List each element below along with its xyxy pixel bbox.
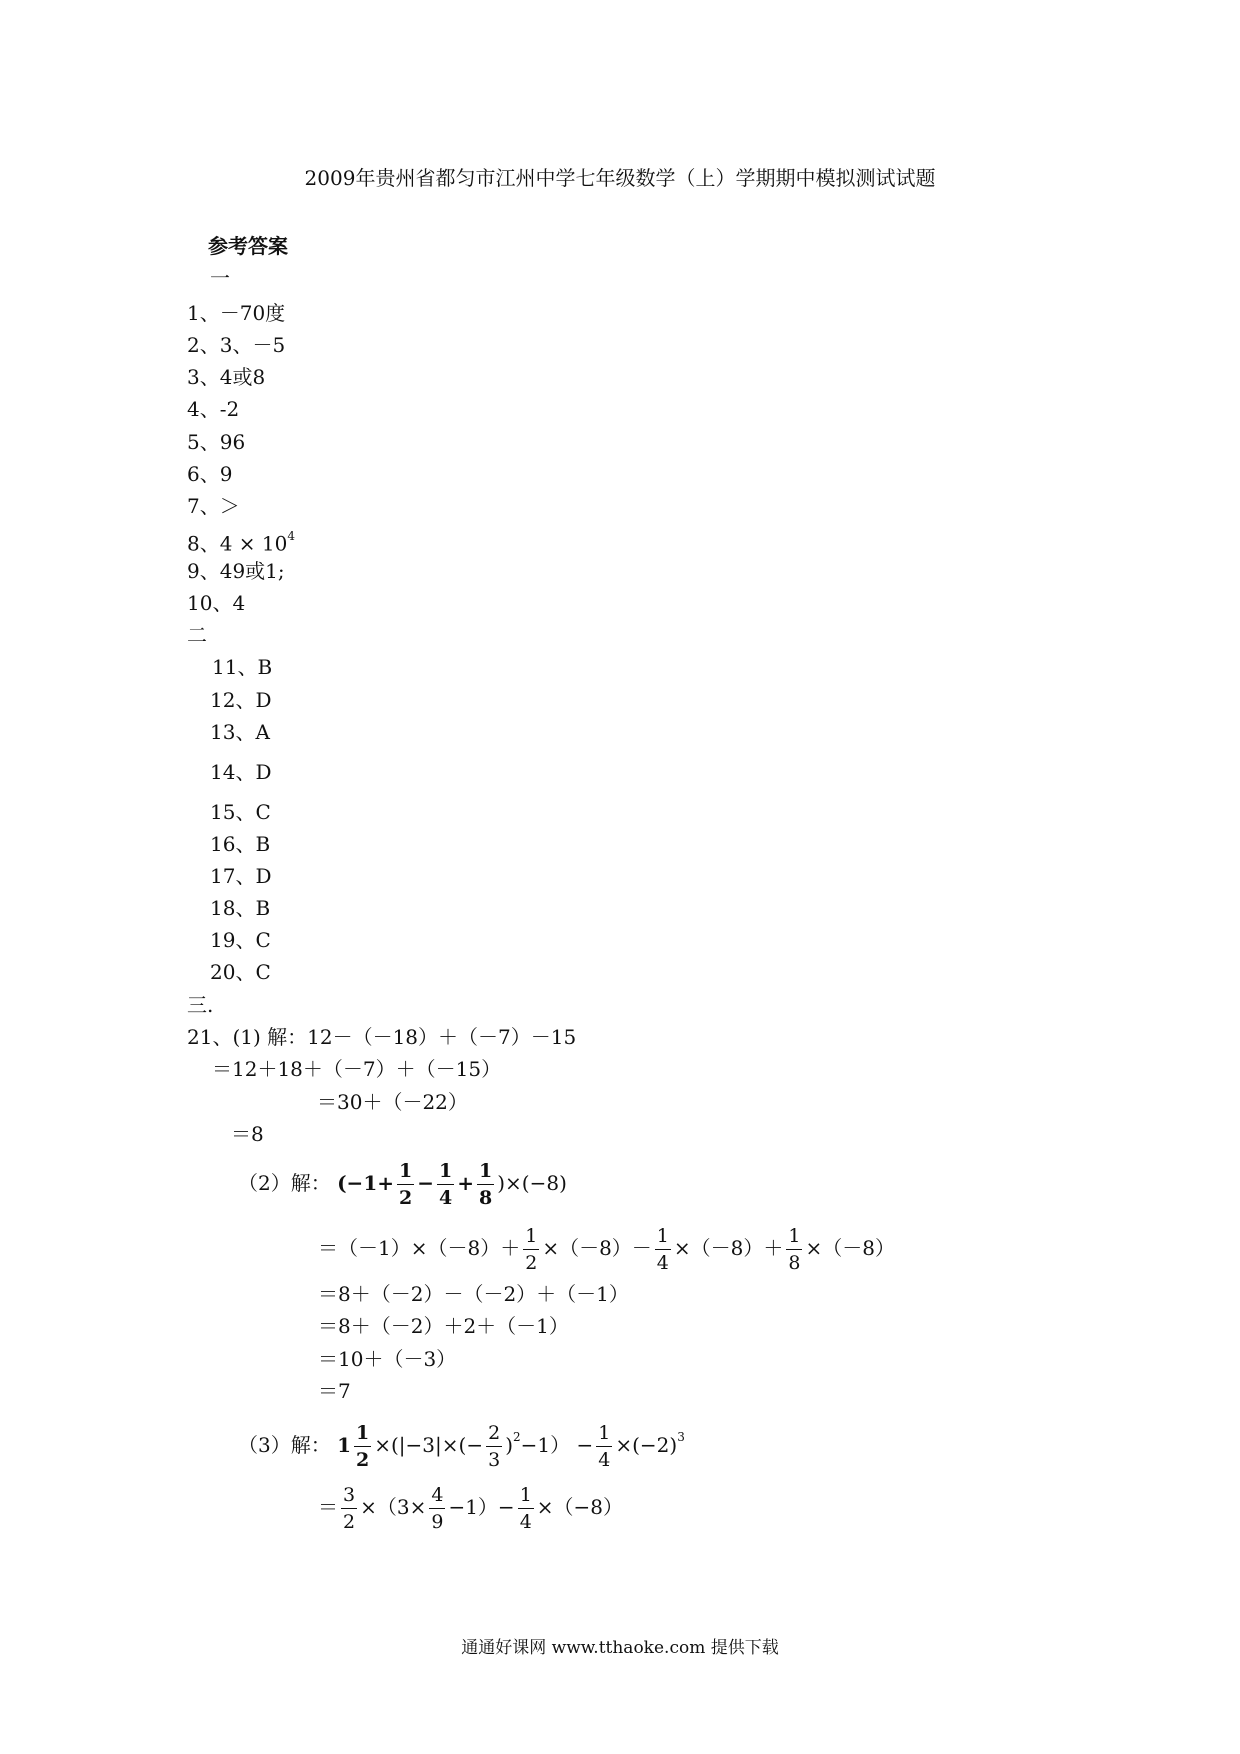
q21-2-step: ＝7 [318,1379,351,1403]
answer-item: 2、3、－5 [187,333,286,357]
q21-2-label: （2）解： [238,1171,331,1195]
answer-item: 14、D [210,760,272,784]
answer-item: 1、－70度 [187,301,286,325]
fraction-one-half: $\frac{1}{2}$ [525,1225,538,1274]
fraction-one-half: $\frac{1}{2}$ [399,1160,413,1209]
section1-label: 一 [210,266,230,290]
fraction-one-quarter: $\frac{1}{4}$ [439,1160,453,1209]
section3-label: 三. [187,993,214,1017]
answer-item-8-text: 8、4 × 10 [187,531,288,556]
fraction-one-eighth: $\frac{1}{8}$ [788,1225,801,1274]
q21-3-problem: （3）解： 1 $\frac{1}{2}$ ×(|−3|×(− $\frac{2}{3}$ )$^2$−1） − $\frac{1}{4}$ $\times(-2)^3$ [238,1422,685,1471]
answer-item: 9、49或1; [187,559,285,583]
q21-2-step: ＝10＋（－3） [318,1347,457,1371]
answer-item: 4、-2 [187,397,240,421]
answer-item: 17、D [210,864,272,888]
answer-item: 5、96 [187,430,246,454]
answer-item: 6、9 [187,462,233,486]
answer-item: 18、B [210,896,271,920]
q21-2-step: ＝8＋（－2）－（－2）＋（－1） [318,1282,629,1306]
page-title: 2009年贵州省都匀市江州中学七年级数学（上）学期期中模拟测试试题 [304,166,936,190]
q21-2-expr-open: (−1+ [337,1171,394,1195]
q21-3-label: （3）解： [238,1433,331,1457]
fraction-one-quarter: $\frac{1}{4}$ [598,1422,611,1471]
answer-item: 12、D [210,688,272,712]
fraction-three-halves: $\frac{3}{2}$ [343,1484,356,1533]
answer-item: 19、C [210,928,271,952]
fraction-one-eighth: $\frac{1}{8}$ [479,1160,493,1209]
q21-2-problem: （2）解： (−1+ $\frac{1}{2}$ − $\frac{1}{4}$ + $\frac{1}{8}$ )×(−8) [238,1160,567,1209]
answer-item: 10、4 [187,591,246,615]
fraction-one-quarter: $\frac{1}{4}$ [519,1484,532,1533]
fraction-one-quarter: $\frac{1}{4}$ [656,1225,669,1274]
q21-2-step: ＝（－1）×（－8）＋ $\frac{1}{2}$ ×（－8）－ $\frac{1}{4}$ ×（－8）＋ $\frac{1}{8}$ ×（－8） [318,1225,895,1274]
answer-item: 16、B [210,832,271,856]
answer-item: 7、＞ [187,494,240,518]
q21-3-step: ＝ $\frac{3}{2}$ ×（3× $\frac{4}{9}$ −1）− $\frac{1}{4}$ ×（−8） [318,1484,624,1533]
answer-item: 11、B [212,655,273,679]
q21-1-line: 21、(1) 解：12－（－18）＋（－7）－15 [187,1025,577,1049]
q21-2-expr-close: )×(−8) [497,1171,567,1195]
answer-item: 15、C [210,800,271,824]
fraction-four-ninths: $\frac{4}{9}$ [431,1484,444,1533]
q21-1-line: ＝12＋18＋（－7）＋（－15） [212,1057,502,1081]
section2-label: 二 [187,623,207,647]
answers-heading: 参考答案 [208,234,288,258]
answer-item [187,527,295,556]
q21-1-line: ＝8 [231,1122,264,1146]
fraction-two-thirds: $\frac{2}{3}$ [488,1422,501,1471]
q21-2-step: ＝8＋（－2）＋2＋（－1） [318,1314,569,1338]
page-footer: 通通好课网 www.tthaoke.com 提供下载 [461,1638,779,1658]
answer-item: 13、A [210,720,270,744]
fraction-one-half: $\frac{1}{2}$ [356,1422,370,1471]
answer-item: 3、4或8 [187,365,266,389]
answer-item: 20、C [210,960,271,984]
answer-item-8-exponent: 4 [287,529,296,543]
q21-1-line: ＝30＋（－22） [317,1090,468,1114]
